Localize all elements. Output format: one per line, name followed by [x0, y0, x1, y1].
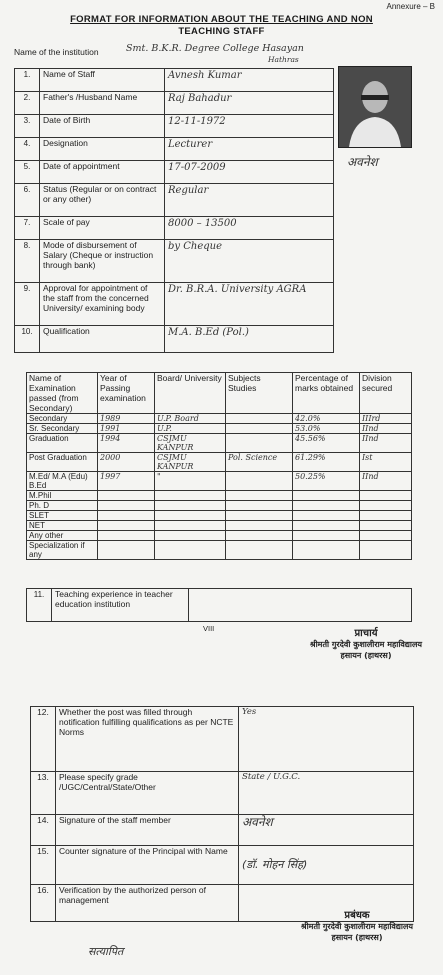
row-value: State / U.G.C. — [239, 772, 414, 815]
cell — [98, 511, 155, 521]
row-num: 12. — [31, 707, 56, 772]
cell — [293, 531, 360, 541]
cell: SLET — [27, 511, 98, 521]
row-value: Regular — [165, 184, 334, 217]
row-num: 4. — [15, 138, 40, 161]
cell: 50.25% — [293, 472, 360, 491]
row-value: अवनेश — [239, 815, 414, 846]
staff-row — [15, 69, 334, 92]
row-value: Yes — [239, 707, 414, 772]
cell — [98, 531, 155, 541]
cell — [293, 511, 360, 521]
cell — [360, 491, 412, 501]
cell: Sr. Secondary — [27, 424, 98, 434]
cell: CSJMU KANPUR — [155, 453, 226, 472]
form-title-line2: TEACHING STAFF — [178, 26, 265, 37]
cell: 1994 — [98, 434, 155, 453]
cell: 1989 — [98, 414, 155, 424]
row-num: 2. — [15, 92, 40, 115]
row-label: Whether the post was filled through notification fulfilling qualifications as per NCTE Norms — [56, 707, 239, 772]
staff-info-table — [14, 68, 334, 353]
cell — [155, 531, 226, 541]
cell: Pol. Science — [226, 453, 293, 472]
table-row — [27, 414, 412, 424]
cell: " — [155, 472, 226, 491]
row-num: 14. — [31, 815, 56, 846]
cell: 1997 — [98, 472, 155, 491]
header-year: Year of Passing examination — [98, 373, 155, 414]
staff-row — [15, 240, 334, 283]
row-num: 1. — [15, 69, 40, 92]
table-row — [27, 453, 412, 472]
row-label: Counter signature of the Principal with Name — [56, 846, 239, 885]
cell — [360, 521, 412, 531]
annexure-label: Annexure – B — [386, 2, 435, 11]
cell: Ist — [360, 453, 412, 472]
row-num: 5. — [15, 161, 40, 184]
staff-row — [15, 92, 334, 115]
form-title-line1: FORMAT FOR INFORMATION ABOUT THE TEACHING AND NON — [70, 14, 373, 25]
cell — [98, 521, 155, 531]
page-marker: VIII — [203, 624, 215, 633]
row-num: 7. — [15, 217, 40, 240]
cell: Any other — [27, 531, 98, 541]
staff-row — [15, 115, 334, 138]
cell — [226, 424, 293, 434]
cell: NET — [27, 521, 98, 531]
cell — [98, 491, 155, 501]
institution-value: Smt. B.K.R. Degree College Hasayan — [126, 43, 304, 54]
table-row — [27, 541, 412, 560]
cell: 53.0% — [293, 424, 360, 434]
cell: Specialization if any — [27, 541, 98, 560]
cell: 45.56% — [293, 434, 360, 453]
table-row — [27, 511, 412, 521]
row-num: 10. — [15, 326, 40, 353]
table-row — [27, 472, 412, 491]
cell — [293, 501, 360, 511]
manager-stamp — [282, 910, 432, 943]
cell: M.Ed/ M.A (Edu) B.Ed — [27, 472, 98, 491]
header-exam: Name of Examination passed (from Secondary) — [27, 373, 98, 414]
row-value: by Cheque — [165, 240, 334, 283]
cell: U.P. Board — [155, 414, 226, 424]
staff-row — [15, 326, 334, 353]
stamp-line: हसायन (हाथरस) — [340, 651, 392, 660]
stamp-title: प्राचार्य — [354, 628, 378, 639]
row-label: Scale of pay — [40, 217, 165, 240]
person-portrait-icon — [339, 67, 411, 147]
cell: Secondary — [27, 414, 98, 424]
cell — [226, 511, 293, 521]
row-num: 6. — [15, 184, 40, 217]
verification-table — [30, 706, 414, 922]
table-row — [27, 531, 412, 541]
cell — [155, 521, 226, 531]
header-percentage: Percentage of marks obtained — [293, 373, 360, 414]
row-num: 11. — [27, 589, 52, 622]
row-value: 17-07-2009 — [165, 161, 334, 184]
cell — [226, 531, 293, 541]
cell — [226, 434, 293, 453]
verification-row — [31, 772, 414, 815]
cell — [360, 511, 412, 521]
table-header-row — [27, 373, 412, 414]
row-label: Qualification — [40, 326, 165, 353]
institution-value2: Hathras — [268, 55, 299, 64]
row-label: Status (Regular or on contract or any other) — [40, 184, 165, 217]
staff-row — [15, 184, 334, 217]
institution-label: Name of the institution — [14, 47, 99, 57]
table-row — [27, 434, 412, 453]
cell: IInd — [360, 472, 412, 491]
row-label: Verification by the authorized person of management — [56, 885, 239, 922]
bottom-handwritten-note: सत्यापित — [88, 945, 124, 958]
cell: M.Phil — [27, 491, 98, 501]
row-value — [189, 589, 412, 622]
row-value: Avnesh Kumar — [165, 69, 334, 92]
cell — [98, 541, 155, 560]
stamp-line: हसायन (हाथरस) — [331, 933, 383, 942]
cell — [226, 414, 293, 424]
cell — [226, 501, 293, 511]
experience-table — [26, 588, 412, 622]
table-row — [27, 501, 412, 511]
row-value: Dr. B.R.A. University AGRA — [165, 283, 334, 326]
verification-row — [31, 707, 414, 772]
row-value: 12-11-1972 — [165, 115, 334, 138]
cell — [155, 541, 226, 560]
table-row — [27, 521, 412, 531]
photo-signature: अवनेश — [347, 155, 378, 169]
stamp-title: प्रबंधक — [344, 910, 370, 921]
cell — [155, 511, 226, 521]
row-label: Father's /Husband Name — [40, 92, 165, 115]
row-label: Date of appointment — [40, 161, 165, 184]
row-value: (डॉ. मोहन सिंह) — [239, 846, 414, 885]
cell: 2000 — [98, 453, 155, 472]
cell: IInd — [360, 434, 412, 453]
cell: 1991 — [98, 424, 155, 434]
staff-photo — [338, 66, 412, 148]
row-num: 16. — [31, 885, 56, 922]
verification-row — [31, 815, 414, 846]
cell: IIIrd — [360, 414, 412, 424]
cell — [293, 521, 360, 531]
row-num: 13. — [31, 772, 56, 815]
row-label: Mode of disbursement of Salary (Cheque or instruction through bank) — [40, 240, 165, 283]
cell — [98, 501, 155, 511]
row-label: Teaching experience in teacher education institution — [52, 589, 189, 622]
education-table — [26, 372, 412, 560]
cell — [226, 541, 293, 560]
cell — [360, 501, 412, 511]
staff-row — [15, 283, 334, 326]
verification-row — [31, 846, 414, 885]
cell: 61.29% — [293, 453, 360, 472]
row-num: 15. — [31, 846, 56, 885]
cell — [155, 501, 226, 511]
row-num: 9. — [15, 283, 40, 326]
row-value: M.A. B.Ed (Pol.) — [165, 326, 334, 353]
cell — [226, 472, 293, 491]
cell: IInd — [360, 424, 412, 434]
cell — [226, 521, 293, 531]
row-label: Signature of the staff member — [56, 815, 239, 846]
row-label: Designation — [40, 138, 165, 161]
cell — [293, 491, 360, 501]
row-num: 8. — [15, 240, 40, 283]
table-row — [27, 424, 412, 434]
row-label: Approval for appointment of the staff from the concerned University/ examining body — [40, 283, 165, 326]
cell: U.P. — [155, 424, 226, 434]
staff-row — [15, 161, 334, 184]
cell: CSJMU KANPUR — [155, 434, 226, 453]
cell — [360, 531, 412, 541]
cell — [360, 541, 412, 560]
principal-stamp — [296, 628, 436, 661]
experience-row — [27, 589, 412, 622]
table-row — [27, 491, 412, 501]
header-board: Board/ University — [155, 373, 226, 414]
cell: Ph. D — [27, 501, 98, 511]
cell: 42.0% — [293, 414, 360, 424]
cell: Post Graduation — [27, 453, 98, 472]
cell — [226, 491, 293, 501]
cell — [155, 491, 226, 501]
stamp-line: श्रीमती गुरदेवी कुशालीराम महाविद्यालय — [309, 640, 423, 649]
row-num: 3. — [15, 115, 40, 138]
staff-row — [15, 138, 334, 161]
cell — [293, 541, 360, 560]
row-label: Date of Birth — [40, 115, 165, 138]
header-division: Division secured — [360, 373, 412, 414]
staff-row — [15, 217, 334, 240]
header-subjects: Subjects Studies — [226, 373, 293, 414]
row-value: 8000 – 13500 — [165, 217, 334, 240]
row-value: Raj Bahadur — [165, 92, 334, 115]
row-label: Name of Staff — [40, 69, 165, 92]
row-label: Please specify grade /UGC/Central/State/Other — [56, 772, 239, 815]
stamp-line: श्रीमती गुरदेवी कुशालीराम महाविद्यालय — [300, 922, 414, 931]
row-value: Lecturer — [165, 138, 334, 161]
cell: Graduation — [27, 434, 98, 453]
